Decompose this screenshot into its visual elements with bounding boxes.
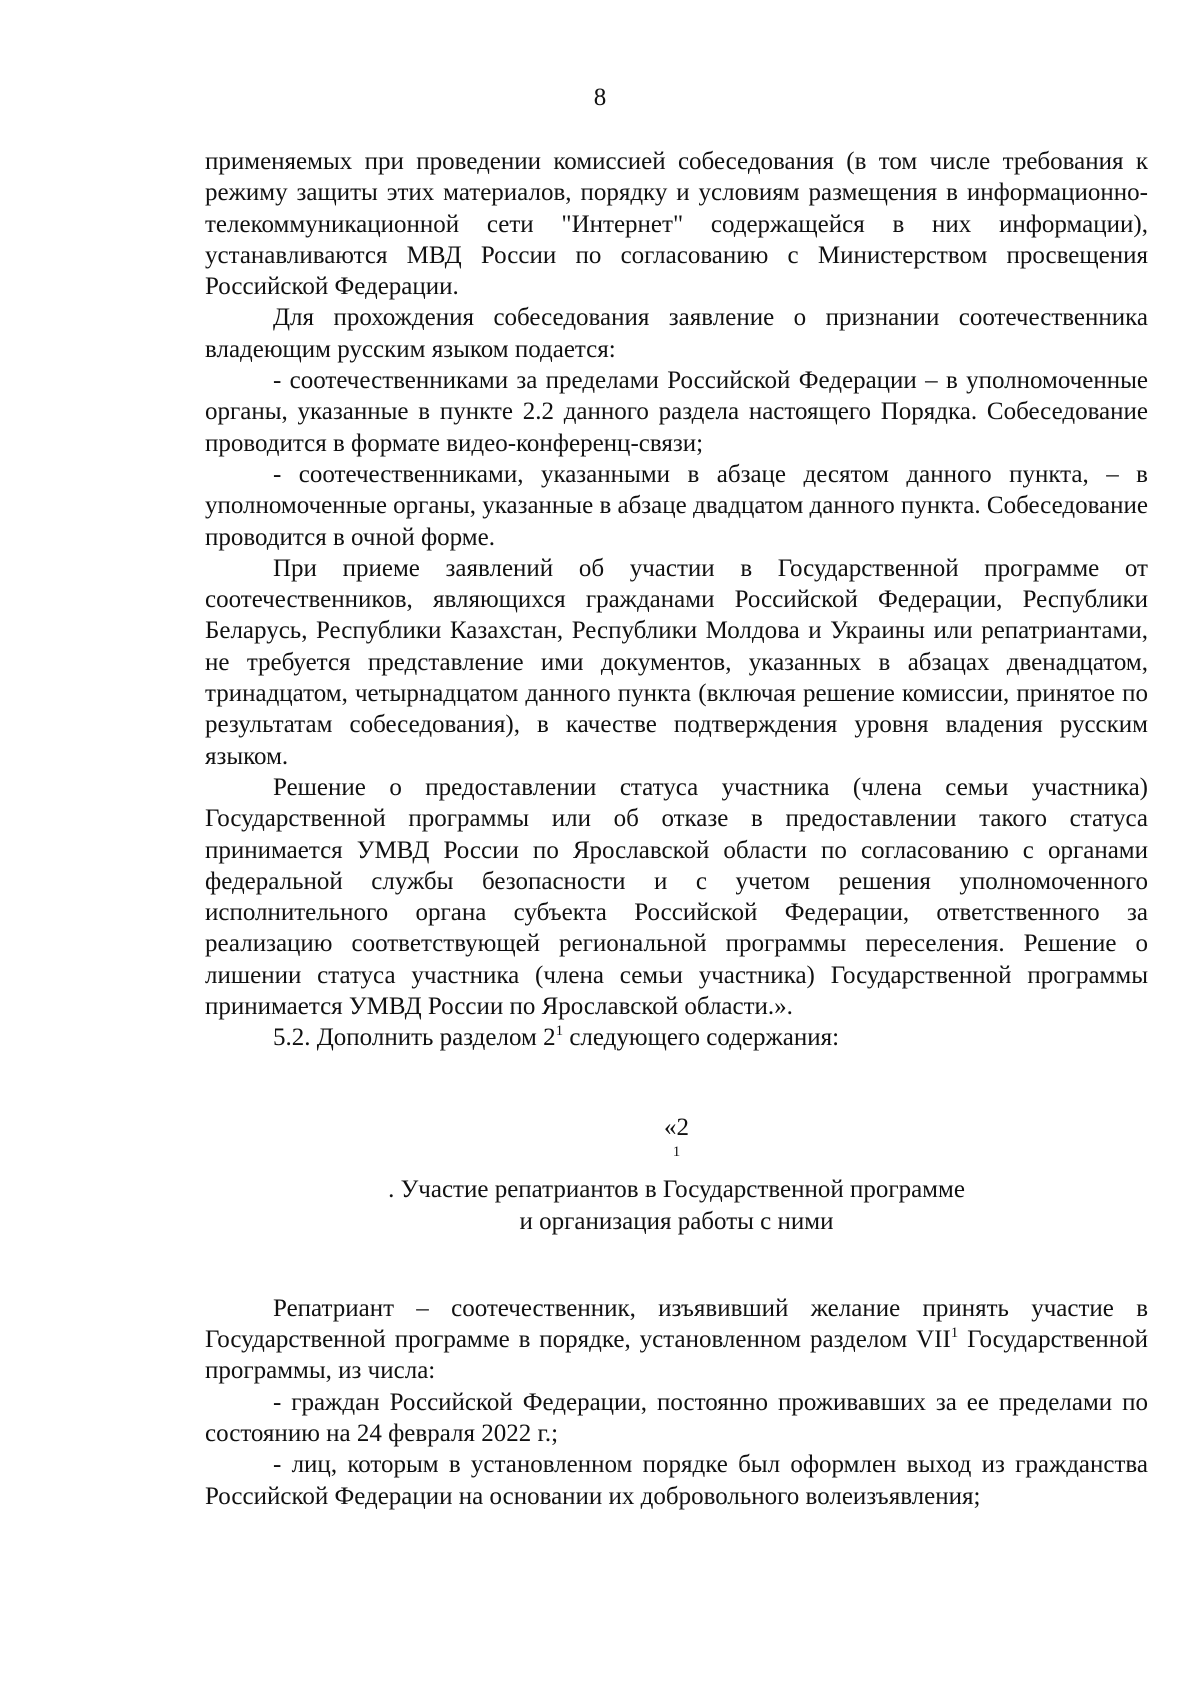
section-title-line-1-text: . Участие репатриантов в Государственной программе (388, 1176, 965, 1204)
definition-1-text: Репатриант – соотечественник, изъявивший желание принять участие в Государственной программе в порядке, установленном разделом VII (205, 1294, 1148, 1354)
section-title (205, 1112, 1148, 1237)
document-body (205, 146, 1148, 1512)
paragraph-6: Решение о предоставлении статуса участника (члена семьи участника) Государственной программы или об отказе в предоставлении такого статуса принимается УМВД России по Ярославской области по согласованию с органами федеральной службы безопасности и с учетом решения уполномоченного исполнительного органа субъекта Российской Федерации, ответственного за реализацию соответствующей региональной программы переселения. Решение о лишении статуса участника (члена семьи участника) Государственной программы принимается УМВД России по Ярославской области.». (205, 773, 1148, 1021)
section-title-line-2: и организация работы с ними (519, 1207, 834, 1235)
definition-paragraph-2: - граждан Российской Федерации, постоянно проживавших за ее пределами по состоянию на 24 февраля 2022 г.; (205, 1388, 1148, 1447)
paragraph-3: - соотечественниками за пределами Российской Федерации – в уполномоченные органы, указанные в пункте 2.2 данного раздела настоящего Порядка. Собеседование проводится в формате видео-конференц-связи; (205, 367, 1148, 457)
paragraph-5: При приеме заявлений об участии в Государственной программе от соотечественников, являющихся гражданами Российской Федерации, Республики Беларусь, Республики Казахстан, Республики Молдова и Украины или репатриантами, не требуется представление ими документов, указанных в абзацах двенадцатом, тринадцатом, четырнадцатом данного пункта (включая решение комиссии, принятое по результатам собеседования), в качестве подтверждения уровня владения русским языком. (205, 554, 1148, 770)
paragraph-7-superscript: 1 (555, 1023, 564, 1040)
definition-1-superscript: 1 (950, 1325, 959, 1342)
section-title-line-1 (205, 1112, 1148, 1206)
paragraph-1: применяемых при проведении комиссией собеседования (в том числе требования к режиму защиты этих материалов, порядку и условиям размещения в информационно-телекоммуникационной сети "Интернет" содержащейся в них информации), устанавливаются МВД России по согласованию с Министерством просвещения Российской Федерации. (205, 148, 1148, 301)
paragraph-2: Для прохождения собеседования заявление о признании соотечественника владеющим русским языком подается: (205, 304, 1148, 363)
definition-paragraph-3: - лиц, которым в установленном порядке был оформлен выход из гражданства Российской Федерации на основании их добровольного волеизъявления; (205, 1451, 1148, 1510)
paragraph-7 (205, 1022, 1148, 1053)
paragraph-7-text-end: следующего содержания: (563, 1024, 840, 1052)
paragraph-4: - соотечественниками, указанными в абзаце десятом данного пункта, – в уполномоченные органы, указанные в абзаце двадцатом данного пункта. Собеседование проводится в очной форме. (205, 460, 1148, 551)
page-number: 8 (593, 84, 607, 111)
definition-paragraph-1 (205, 1293, 1148, 1387)
paragraph-7-text: 5.2. Дополнить разделом 2 (273, 1024, 556, 1052)
section-title-prefix: «2 (664, 1113, 689, 1141)
definition-1-text-end: Государственной программы, из числа: (205, 1326, 1148, 1385)
section-title-superscript: 1 (672, 1143, 681, 1160)
